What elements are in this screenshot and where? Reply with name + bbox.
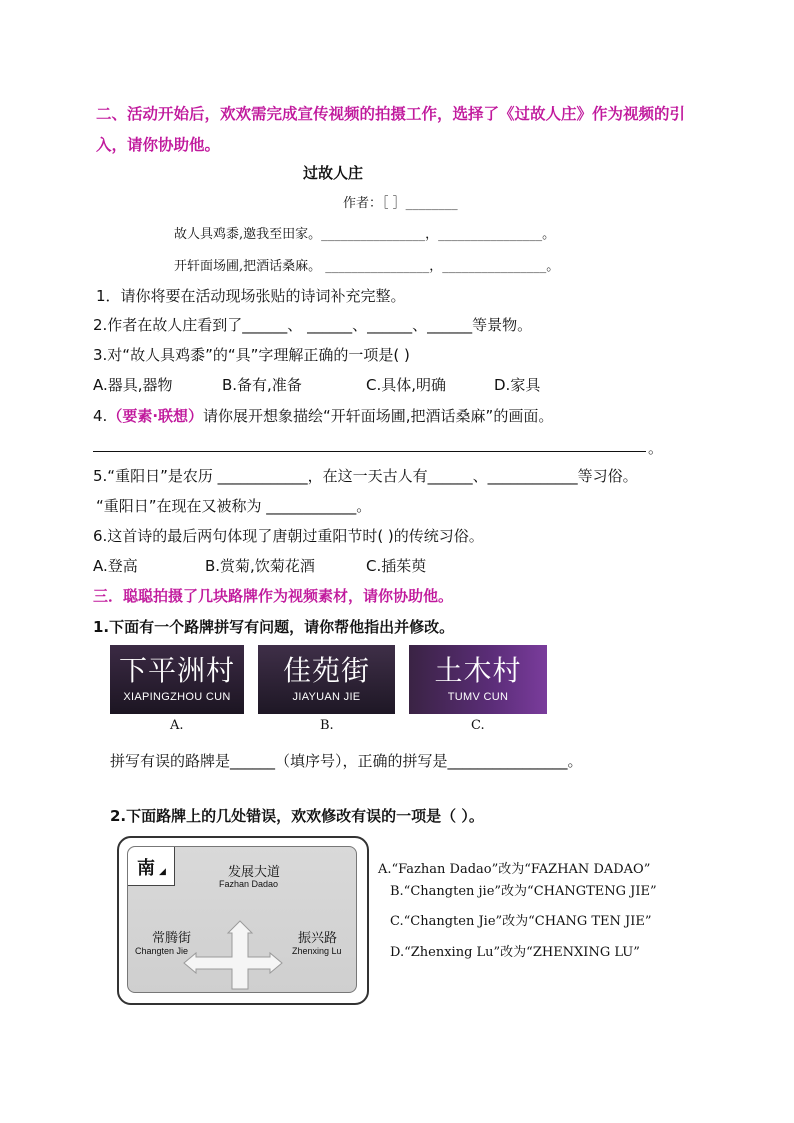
road-sign-b-pinyin: JIAYUAN JIE <box>292 690 361 703</box>
q2-option-c: C.“Changten Jie”改为“CHANG TEN JIE” <box>390 914 652 929</box>
q6-option-c: C.插茱萸 <box>366 557 427 575</box>
poem-line-2: 开轩面场圃,把酒话桑麻。 ________________，________________。 <box>174 259 560 274</box>
section3-heading: 三．聪聪拍摄了几块路牌作为视频素材，请你协助他。 <box>93 587 454 605</box>
intersection-sign-panel <box>127 846 357 993</box>
west-road-pinyin: Changten Jie <box>135 946 189 956</box>
intersection-sign <box>117 836 369 1005</box>
q3-option-b: B.备有,准备 <box>222 376 302 394</box>
q3-option-c: C.具体,明确 <box>366 376 447 394</box>
road-sign-b-label: B. <box>320 718 334 733</box>
q6-option-b: B.赏菊,饮菊花酒 <box>205 557 315 575</box>
q4-tag: （要素·联想） <box>107 407 204 425</box>
q2-option-a: A.“Fazhan Dadao”改为“FAZHAN DADAO” <box>378 862 651 877</box>
north-road-chinese: 发展大道 <box>228 865 281 880</box>
q2-option-b: B.“Changten jie”改为“CHANGTENG JIE” <box>390 884 657 899</box>
question-5-line2: “重阳日”在现在又被称为 ____________。 <box>96 497 372 515</box>
road-sign-c-label: C. <box>471 718 485 733</box>
road-sign-a <box>110 645 244 714</box>
east-road-chinese: 振兴路 <box>298 931 338 946</box>
question-3: 3.对“故人具鸡黍”的“具”字理解正确的一项是( ) <box>93 346 410 364</box>
road-sign-a-label: A. <box>170 718 184 733</box>
poem-title: 过故人庄 <box>303 164 364 182</box>
road-sign-a-pinyin: XIAPINGZHOU CUN <box>123 690 231 703</box>
question-1: 1．请你将要在活动现场张贴的诗词补充完整。 <box>96 287 406 305</box>
q2-option-d: D.“Zhenxing Lu”改为“ZHENXING LU” <box>390 945 640 960</box>
intersection-arrows-icon <box>178 919 318 991</box>
east-road-pinyin: Zhenxing Lu <box>292 946 342 956</box>
road-sign-c-pinyin: TUMV CUN <box>447 690 509 703</box>
road-sign-c <box>409 645 547 714</box>
question-2: 2.作者在故人庄看到了______、 ______、______、______等景物。 <box>93 316 533 334</box>
section3-q2-title: 2.下面路牌上的几处错误，欢欢修改有误的一项是（ ）。 <box>110 807 484 825</box>
road-sign-b-chinese: 佳苑街 <box>282 653 370 687</box>
poem-author-line: 作者：［ ］________ <box>343 196 458 211</box>
road-sign-a-chinese: 下平洲村 <box>118 653 235 687</box>
section2-heading-line2: 入，请你协助他。 <box>96 136 221 154</box>
section3-q1-answer: 拼写有误的路牌是______（填序号），正确的拼写是________________。 <box>110 752 583 770</box>
q4-answer-line[interactable] <box>93 451 646 452</box>
q3-option-a: A.器具,器物 <box>93 376 173 394</box>
direction-arrow-icon: ◢ <box>159 867 166 877</box>
q4-prefix: 4. <box>93 407 108 425</box>
road-sign-c-chinese: 土木村 <box>434 653 522 687</box>
section2-heading-line1: 二、活动开始后，欢欢需完成宣传视频的拍摄工作，选择了《过故人庄》作为视频的引 <box>96 105 686 123</box>
direction-box <box>128 847 175 886</box>
q3-option-d: D.家具 <box>494 376 541 394</box>
direction-south-label: 南 <box>137 858 155 879</box>
section3-q1-title: 1.下面有一个路牌拼写有问题，请你帮他指出并修改。 <box>93 618 455 636</box>
poem-line-1: 故人具鸡黍,邀我至田家。________________，________________。 <box>174 227 556 242</box>
road-sign-b <box>258 645 395 714</box>
question-4 <box>93 405 553 426</box>
question-5-line1: 5.“重阳日”是农历 ____________，在这一天古人有______、____________等习俗。 <box>93 467 638 485</box>
q6-option-a: A.登高 <box>93 557 138 575</box>
west-road-chinese: 常腾街 <box>152 931 192 946</box>
question-6: 6.这首诗的最后两句体现了唐朝过重阳节时( )的传统习俗。 <box>93 527 484 545</box>
q4-end-mark: 。 <box>648 439 664 457</box>
north-road-pinyin: Fazhan Dadao <box>219 879 279 889</box>
q4-text: 请你展开想象描绘“开轩面场圃,把酒话桑麻”的画面。 <box>203 407 554 425</box>
